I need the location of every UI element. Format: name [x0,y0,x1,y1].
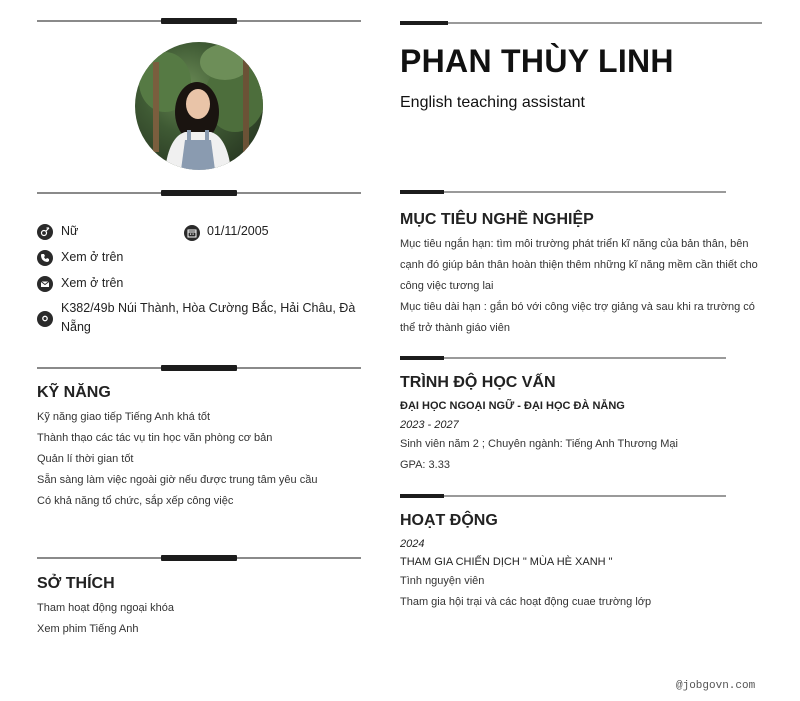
candidate-role: English teaching assistant [400,94,585,111]
hobbies-list [37,598,174,640]
objective-line: Mục tiêu dài hạn : gắn bó với công việc trợ giảng và sau khi ra trường có [400,301,755,313]
objective-text [400,234,765,339]
objective-line: thể trở thành giáo viên [400,322,510,334]
phone-icon [37,250,53,266]
skill-item: Thành thạo các tác vụ tin học văn phòng cơ bản [37,432,273,444]
phone-value: Xem ở trên [61,250,124,264]
hobby-item: Tham hoạt động ngoại khóa [37,602,174,614]
email-value: Xem ở trên [61,276,124,290]
skill-item: Có khả năng tổ chức, sắp xếp công việc [37,495,234,507]
activities-event: THAM GIA CHIẾN DỊCH " MÙA HÈ XANH " [400,556,613,568]
objective-line: cạnh đó giúp bản thân hoàn thiện thêm những kĩ năng mềm cần thiết cho [400,259,758,271]
activities-year: 2024 [400,538,425,550]
email-icon [37,276,53,292]
activities-detail: Tham gia hội trại và các hoạt động cuae trường lớp [400,596,652,608]
activities-title: HOẠT ĐỘNG [400,512,498,529]
divider-objective [400,190,726,194]
education-school: ĐẠI HỌC NGOẠI NGỮ - ĐẠI HỌC ĐÀ NẴNG [400,400,625,412]
skills-list [37,407,317,512]
divider-header [400,21,762,25]
divider-education [400,356,726,360]
skill-item: Kỹ năng giao tiếp Tiếng Anh khá tốt [37,411,211,423]
divider-top [37,18,361,24]
education-gpa: GPA: 3.33 [400,459,450,471]
education-period: 2023 - 2027 [400,419,459,431]
avatar-photo [135,42,263,170]
birthday-value: 01/11/2005 [207,224,269,238]
hobbies-title: SỞ THÍCH [37,575,115,592]
skill-item: Quản lí thời gian tốt [37,453,134,465]
location-icon [37,311,53,327]
gender-icon [37,224,53,240]
address-line-1: K382/49b Núi Thành, Hòa Cường Bắc, Hải Châu, Đà [61,301,356,315]
education-title: TRÌNH ĐỘ HỌC VẤN [400,374,556,391]
candidate-name: PHAN THÙY LINH [400,43,674,79]
activities-role: Tình nguyện viên [400,575,485,587]
divider-activities [400,494,726,498]
skill-item: Sẵn sàng làm việc ngoài giờ nếu được trung tâm yêu cầu [37,474,318,486]
hobby-item: Xem phim Tiếng Anh [37,623,139,635]
objective-line: công việc tương lai [400,280,494,292]
avatar [135,42,263,170]
address-line-2: Nẵng [61,320,91,334]
education-major: Sinh viên năm 2 ; Chuyên ngành: Tiếng Anh Thương Mại [400,438,678,450]
watermark: @jobgovn.com [676,680,756,692]
divider-hobbies [37,555,361,561]
gender-value: Nữ [61,224,79,238]
calendar-icon [184,225,200,241]
objective-line: Mục tiêu ngắn hạn: tìm môi trường phát triển kĩ năng của bản thân, bên [400,238,749,250]
divider-skills [37,365,361,371]
objective-title: MỤC TIÊU NGHỀ NGHIỆP [400,211,594,228]
divider-after-avatar [37,190,361,196]
skills-title: KỸ NĂNG [37,384,111,401]
